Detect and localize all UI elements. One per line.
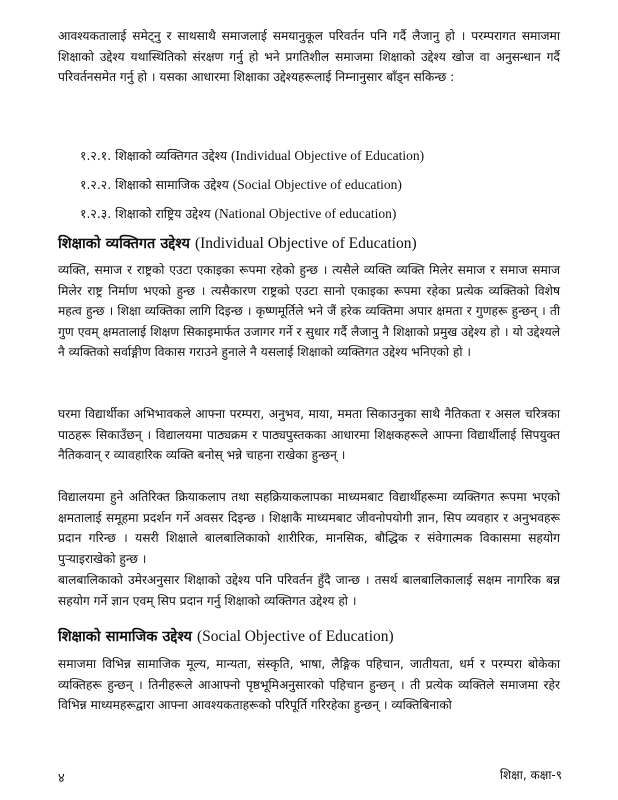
objective-label: शिक्षाको सामाजिक उद्देश्य bbox=[115, 177, 229, 192]
heading-english: (Individual Objective of Education) bbox=[194, 235, 417, 252]
objective-list-item-3 bbox=[80, 204, 396, 224]
objective-label: शिक्षाको व्यक्तिगत उद्देश्य bbox=[115, 148, 228, 163]
objective-english: (Social Objective of education) bbox=[232, 177, 402, 192]
social-paragraph: समाजमा विभिन्न सामाजिक मूल्य, मान्यता, संस्कृति, भाषा, लैङ्गिक पहिचान, जातीयता, धर्म र परम्परा बोकेका व्यक्तिहरू हुन्छन् । तिनीहरूले आआफ्नो पृष्ठभूमिअनुसारको पहिचान हुन्छन् । ती प्रत्येक व्यक्तिले समाजमा रहेर विभिन्न माध्यमहरूद्वारा आफ्ना आवश्यकताहरूको परिपूर्ति गरिरहेका हुन्छन् । व्यक्तिबिनाको bbox=[58, 657, 560, 712]
objective-number: १.२.३. bbox=[80, 206, 112, 221]
objective-english: (National Objective of education) bbox=[214, 206, 397, 221]
objective-list-item-1 bbox=[80, 146, 424, 166]
individual-paragraph-3: विद्यालयमा हुने अतिरिक्त क्रियाकलाप तथा सहक्रियाकलापका माध्यमबाट विद्यार्थीहरूमा व्यक्तिगत रूपमा भएको क्षमतालाई समूहमा प्रदर्शन गर्ने अवसर दिइन्छ । शिक्षाकै माध्यमबाट जीवनोपयोगी ज्ञान, सिप व्यवहार र अनुभवहरू प्रदान गरिन्छ । यसरी शिक्षाले बालबालिकाको शारीरिक, मानसिक, बौद्धिक र संवेगात्मक विकासमा सहयोग पुऱ्याइराखेको हुन्छ । bbox=[58, 490, 560, 566]
section-heading-social bbox=[58, 626, 394, 646]
page-number: ४ bbox=[58, 771, 65, 786]
heading-text: शिक्षाको व्यक्तिगत उद्देश्य bbox=[58, 236, 190, 252]
objective-number: १.२.१. bbox=[80, 148, 112, 163]
objective-label: शिक्षाको राष्ट्रिय उद्देश्य bbox=[115, 206, 211, 221]
section-heading-individual bbox=[58, 233, 417, 253]
book-label: शिक्षा, कक्षा-९ bbox=[499, 768, 562, 782]
heading-text: शिक्षाको सामाजिक उद्देश्य bbox=[58, 629, 192, 645]
objective-number: १.२.२. bbox=[80, 177, 112, 192]
objective-list-item-2 bbox=[80, 175, 402, 195]
individual-paragraph-2: घरमा विद्यार्थीका अभिभावकले आफ्ना परम्परा, अनुभव, माया, ममता सिकाउनुका साथै नैतिकता र असल चरित्रका पाठहरू सिकाउँछन् । विद्यालयमा पाठ्यक्रम र पाठ्यपुस्तकका आधारमा शिक्षकहरूले आफ्ना विद्यार्थीलाई सिपयुक्त नैतिकवान् र व्यावहारिक व्यक्ति बनोस् भन्ने चाहना राखेका हुन्छन् । bbox=[58, 407, 560, 462]
individual-paragraph-1: व्यक्ति, समाज र राष्ट्रको एउटा एकाइका रूपमा रहेको हुन्छ । त्यसैले व्यक्ति व्यक्ति मिलेर समाज र समाज समाज मिलेर राष्ट्र निर्माण भएको हुन्छ । त्यसैकारण राष्ट्रको एउटा सानो एकाइका रूपमा रहेका प्रत्येक व्यक्तिको विशेष महत्व हुन्छ । शिक्षा व्यक्तिका लागि दिइन्छ । कृष्णमूर्तिले भने जैं हरेक व्यक्तिमा अपार क्षमता र गुणहरू हुन्छन् । ती गुण एवम् क्षमतालाई शिक्षण सिकाइमार्फत उजागर गर्ने र सुधार गर्दै लैजानु नै शिक्षाको प्रमुख उद्देश्य हो । यो उद्देश्यले नै व्यक्तिको सर्वाङ्गीण विकास गराउने हुनाले नै यसलाई शिक्षाको व्यक्तिगत उद्देश्य भनिएको हो । bbox=[58, 263, 560, 359]
individual-paragraph-4: बालबालिकाको उमेरअनुसार शिक्षाको उद्देश्य पनि परिवर्तन हुँदै जान्छ । तसर्थ बालबालिकालाई सक्षम नागरिक बन्न सहयोग गर्ने ज्ञान एवम् सिप प्रदान गर्नु शिक्षाको व्यक्तिगत उद्देश्य हो । bbox=[58, 573, 560, 608]
heading-english: (Social Objective of Education) bbox=[197, 628, 394, 645]
intro-paragraph: आवश्यकतालाई समेट्नु र साथसाथै समाजलाई समयानुकूल परिवर्तन पनि गर्दै लैजानु हो । परम्परागत समाजमा शिक्षाको उद्देश्य यथास्थितिको संरक्षण गर्नु हो भने प्रगतिशील समाजमा शिक्षाको उद्देश्य खोज वा अनुसन्धान गर्दै परिवर्तनसमेत गर्नु हो । यसका आधारमा शिक्षाका उद्देश्यहरूलाई निम्नानुसार बाँड्न सकिन्छ : bbox=[58, 29, 560, 84]
objective-english: (Individual Objective of Education) bbox=[231, 148, 425, 163]
